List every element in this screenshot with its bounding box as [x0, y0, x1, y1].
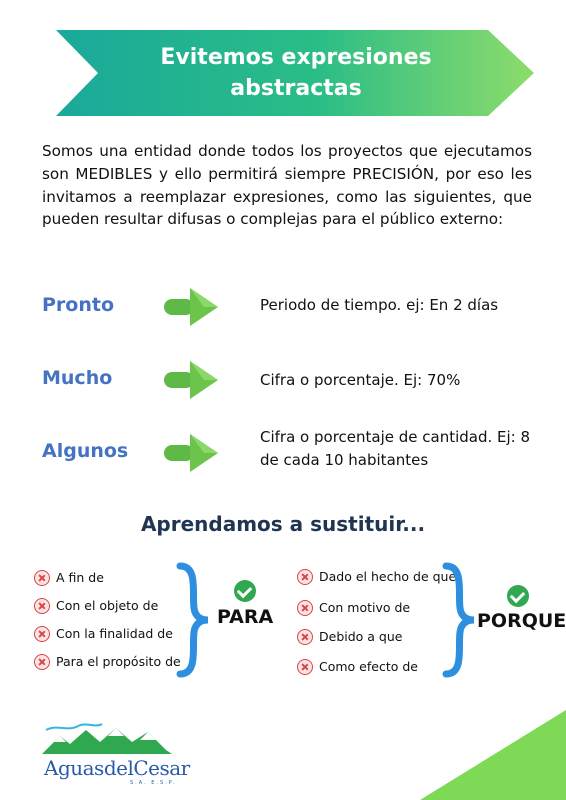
company-logo — [38, 722, 190, 788]
x-circle-icon — [297, 600, 313, 616]
phrase-label: Dado el hecho de que — [319, 569, 457, 584]
x-circle-icon — [34, 598, 50, 614]
section-subtitle: Aprendamos a sustituir... — [140, 512, 426, 536]
replacement-word: PORQUE — [477, 610, 566, 632]
term-description: Cifra o porcentaje. Ej: 70% — [260, 371, 461, 389]
brace-right-icon — [442, 562, 478, 678]
phrase-label: Para el propósito de — [56, 654, 181, 669]
title-banner — [56, 30, 534, 116]
x-circle-icon — [297, 629, 313, 645]
arrow-right-icon — [162, 432, 220, 474]
term-row-mucho — [0, 355, 566, 405]
term-row-pronto — [0, 282, 566, 332]
corner-decoration — [420, 710, 566, 800]
arrow-right-icon — [162, 359, 220, 401]
term-description: Cifra o porcentaje de cantidad. Ej: 8 de cada 10 habitantes — [260, 428, 531, 469]
x-circle-icon — [34, 654, 50, 670]
term-word: Pronto — [42, 294, 115, 316]
term-word: Mucho — [42, 367, 113, 389]
check-circle-icon — [507, 585, 529, 607]
logo-suffix: S.A. E.S.P. — [130, 780, 177, 786]
term-description: Periodo de tiempo. ej: En 2 días — [260, 296, 499, 314]
x-circle-icon — [34, 626, 50, 642]
phrase-label: Como efecto de — [319, 659, 418, 674]
term-word: Algunos — [42, 440, 129, 462]
arrow-right-icon — [162, 286, 220, 328]
phrase-label: A fin de — [56, 570, 104, 585]
phrase-label: Debido a que — [319, 629, 403, 644]
phrase-label: Con la finalidad de — [56, 626, 173, 641]
check-circle-icon — [234, 580, 256, 602]
page-title: Evitemos expresiones abstractas — [160, 45, 432, 101]
logo-name: AguasdelCesar — [44, 756, 190, 780]
term-row-algunos — [0, 428, 566, 478]
intro-paragraph: Somos una entidad donde todos los proyectos que ejecutamos son MEDIBLES y ello permitirá siempre PRECISIÓN, por eso les invitamos a reemplazar expresiones, como las siguientes, que pueden resultar difusas o complejas para el público externo: — [42, 142, 532, 229]
x-circle-icon — [297, 569, 313, 585]
replacement-word: PARA — [217, 606, 274, 628]
x-circle-icon — [34, 570, 50, 586]
phrase-label: Con el objeto de — [56, 598, 159, 613]
brace-right-icon — [176, 562, 212, 678]
phrase-label: Con motivo de — [319, 600, 411, 615]
x-circle-icon — [297, 659, 313, 675]
